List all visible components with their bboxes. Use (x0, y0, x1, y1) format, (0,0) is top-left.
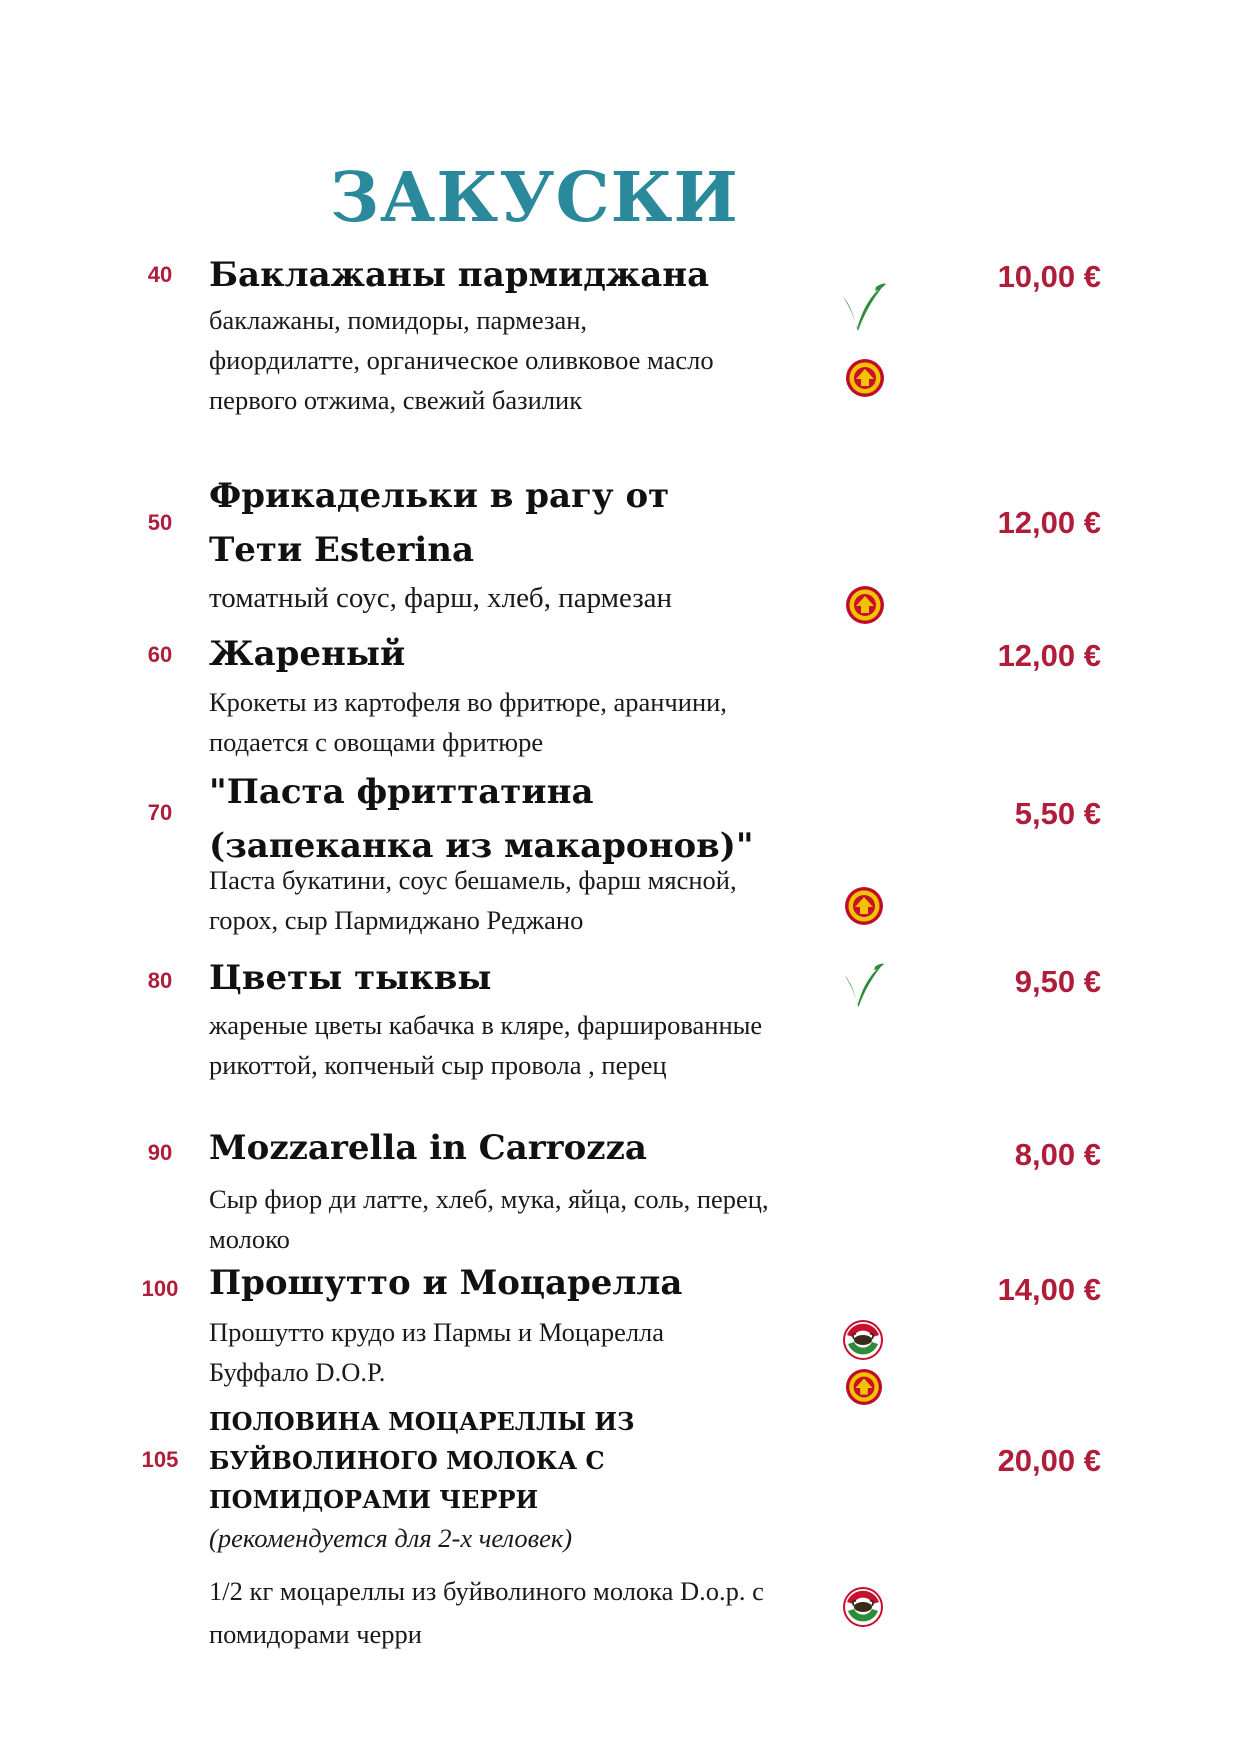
item-description: Крокеты из картофеля во фритюре, аранчини, подается с овощами фритюре (209, 687, 727, 757)
item-price: 9,50 € (1014, 964, 1101, 999)
item-name: Фрикадельки в рагу от Тети Esterina (209, 476, 670, 570)
item-name: Баклажаны пармиджана (209, 255, 710, 295)
dop-seal-icon (845, 1368, 883, 1406)
item-price: 10,00 € (997, 259, 1101, 294)
item-price: 20,00 € (997, 1443, 1101, 1478)
dop-seal-icon (844, 886, 884, 926)
buffalo-mozzarella-seal-icon (843, 1320, 883, 1360)
item-number: 40 (147, 262, 173, 287)
item-number: 90 (147, 1140, 173, 1165)
item-price: 12,00 € (997, 638, 1101, 673)
item-description: баклажаны, помидоры, пармезан, фиордилатте, органическое оливковое масло первого отжима, свежий базилик (209, 305, 714, 415)
item-number: 100 (141, 1276, 179, 1301)
item-description: Прошутто крудо из Пармы и Моцарелла Буффало D.O.P. (209, 1317, 665, 1387)
item-description: Паста букатини, соус бешамель, фарш мясной, горох, сыр Пармиджано Реджано (209, 865, 737, 935)
item-name: Прошутто и Моцарелла (209, 1263, 683, 1303)
item-number: 60 (147, 642, 173, 667)
dop-seal-icon (845, 358, 885, 398)
item-number: 50 (147, 510, 173, 535)
item-name: Цветы тыквы (209, 958, 492, 998)
buffalo-mozzarella-seal-icon (843, 1587, 883, 1627)
item-price: 8,00 € (1014, 1137, 1101, 1172)
item-number: 70 (147, 800, 173, 825)
vegetarian-check-icon (842, 958, 886, 1012)
dop-seal-icon (845, 585, 885, 625)
item-name: Mozzarella in Carrozza (209, 1128, 647, 1168)
item-price: 5,50 € (1014, 796, 1101, 831)
item-name: ПОЛОВИНА МОЦАРЕЛЛЫ ИЗ БУЙВОЛИНОГО МОЛОКА С ПОМИДОРАМИ ЧЕРРИ (209, 1407, 635, 1514)
item-name: "Паста фриттатина (запеканка из макаронов)" (209, 772, 754, 866)
item-description: томатный соус, фарш, хлеб, пармезан (209, 582, 673, 614)
section-title: ЗАКУСКИ (330, 158, 739, 238)
item-number: 80 (147, 968, 173, 993)
item-price: 14,00 € (997, 1272, 1101, 1307)
item-price: 12,00 € (997, 505, 1101, 540)
item-number: 105 (141, 1447, 179, 1472)
item-name: Жареный (209, 634, 406, 674)
item-description: жареные цветы кабачка в кляре, фаршированные рикоттой, копченый сыр провола , перец (209, 1010, 763, 1080)
item-description: 1/2 кг моцареллы из буйволиного молока D.o.p. с помидорами черри (209, 1576, 764, 1649)
vegetarian-check-icon (840, 278, 888, 336)
item-description: Сыр фиор ди латте, хлеб, мука, яйца, соль, перец, молоко (209, 1184, 769, 1254)
item-note: (рекомендуется для 2-х человек) (209, 1523, 573, 1553)
